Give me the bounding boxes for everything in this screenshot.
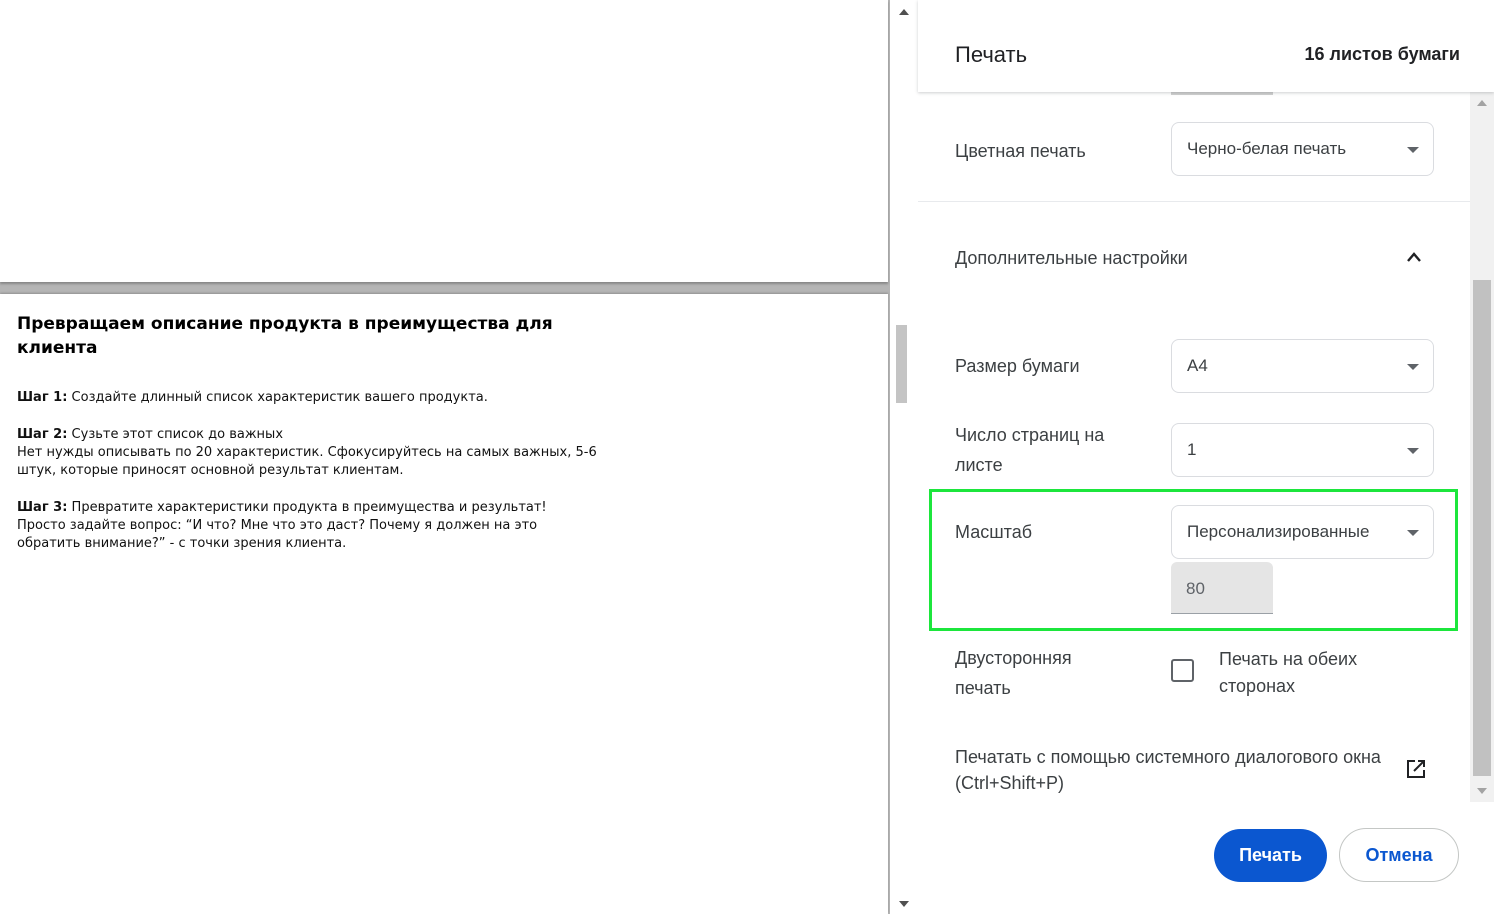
preview-page-2 [0,294,888,914]
dropdown-arrow-icon [1407,147,1419,153]
chevron-up-icon[interactable] [1407,250,1421,264]
scale-select-value: Персонализированные [1187,522,1370,541]
paper-size-label: Размер бумаги [955,356,1080,376]
scroll-down-arrow[interactable] [899,901,909,907]
step-1-text: Создайте длинный список характеристик вашего продукта. [71,390,488,405]
duplex-checkbox-label[interactable]: Печать на обеих сторонах [1219,649,1358,696]
sidebar-scrollbar[interactable] [1470,92,1494,802]
section-divider [918,201,1470,202]
system-dialog-link[interactable]: Печатать с помощью системного диалогового окна (Ctrl+Shift+P) [955,747,1381,793]
preview-scrollbar[interactable] [890,0,918,914]
step-3-extra: Просто задайте вопрос: “И что? Мне что это даст? Почему я должен на это обратить внимание?” - с точки зрения клиента. [17,518,538,551]
step-3 [17,499,597,553]
document-title: Превращаем описание продукта в преимущества для клиента [17,314,553,358]
step-1-label: Шаг 1: [17,390,68,405]
pages-per-sheet-label: Число страниц на листе [955,425,1105,475]
color-select-value: Черно-белая печать [1187,139,1347,158]
print-settings-sidebar [918,0,1494,914]
print-button[interactable]: Печать [1214,829,1327,882]
sheet-count: 16 листов бумаги [1304,44,1460,64]
step-2-label: Шаг 2: [17,427,68,442]
pages-per-sheet-select[interactable] [1171,423,1434,477]
scroll-thumb[interactable] [896,325,907,403]
scroll-thumb[interactable] [1473,280,1491,776]
duplex-label: Двусторонняя печать [955,648,1072,698]
scroll-up-arrow[interactable] [1477,100,1487,106]
pages-per-sheet-value: 1 [1187,440,1197,459]
dialog-title: Печать [955,42,1028,67]
scroll-up-arrow[interactable] [899,9,909,15]
cancel-button[interactable]: Отмена [1339,828,1459,882]
step-3-label: Шаг 3: [17,500,68,515]
color-label: Цветная печать [955,141,1086,161]
paper-size-select[interactable] [1171,339,1434,393]
dropdown-arrow-icon [1407,364,1419,370]
step-1 [17,389,597,407]
paper-size-value: A4 [1187,356,1208,375]
color-select[interactable] [1171,122,1434,176]
sidebar-header [918,0,1494,92]
scale-highlight-box [929,489,1458,631]
step-2-extra: Нет нужды описывать по 20 характеристик. Сфокусируйтесь на самых важных, 5-6 штук, которые приносят основной результат клиентам. [17,445,597,478]
preview-page-1 [0,0,888,282]
step-3-text: Превратите характеристики продукта в преимущества и результат! [71,500,547,515]
step-2-text: Сузьте этот список до важных [71,427,284,442]
duplex-checkbox[interactable] [1171,659,1194,682]
open-in-new-icon[interactable] [1406,759,1426,779]
clipped-field-edge [1171,92,1273,95]
scroll-down-arrow[interactable] [1477,788,1487,794]
step-2 [17,426,597,480]
more-settings-label[interactable]: Дополнительные настройки [955,248,1188,268]
scale-custom-value: 80 [1186,579,1205,598]
scale-label: Масштаб [955,522,1033,542]
dropdown-arrow-icon [1407,448,1419,454]
